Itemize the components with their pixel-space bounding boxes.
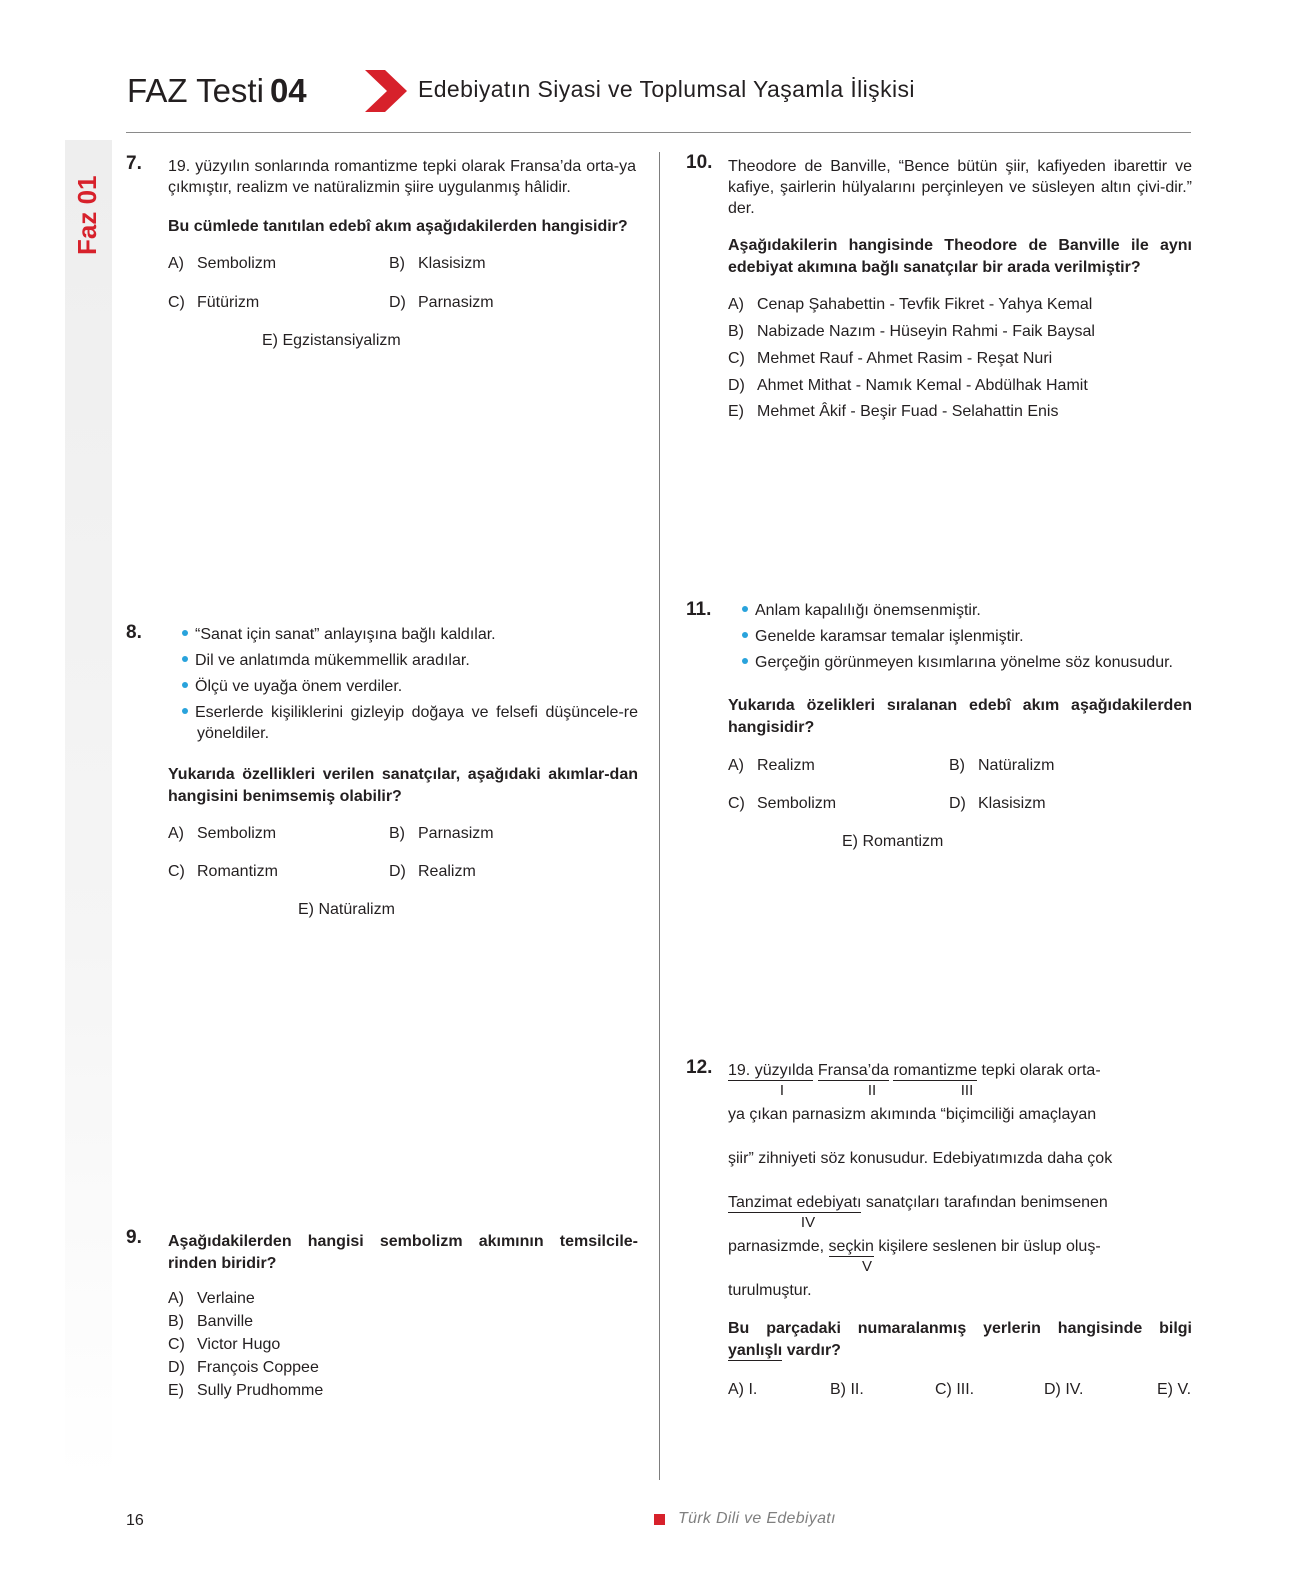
bullet-icon: [182, 682, 188, 688]
question-12-option-d[interactable]: D) IV.: [1044, 1381, 1084, 1398]
question-12-number: 12.: [686, 1057, 713, 1078]
bullet-item: Gerçeğin görünmeyen kısımlarına yönelme söz konusudur.: [742, 652, 1198, 673]
question-9-number: 9.: [126, 1227, 142, 1248]
question-8-option-d[interactable]: D) Realizm: [389, 863, 476, 880]
question-10-number: 10.: [686, 152, 713, 173]
question-12-option-b[interactable]: B) II.: [830, 1381, 864, 1398]
question-11-prompt: Yukarıda özelikleri sıralanan edebî akım aşağıdakilerden hangisidir?: [728, 697, 1192, 736]
bullet-icon: [742, 632, 748, 638]
question-7-option-b[interactable]: B) Klasisizm: [389, 255, 486, 272]
question-12-prompt-line-1: Bu parçadaki numaralanmış yerlerin hangisinde bilgi: [728, 1320, 1192, 1337]
question-7-option-e[interactable]: E) Egzistansiyalizm: [262, 332, 401, 349]
question-8-bullets: [182, 624, 638, 744]
side-strip: [65, 140, 112, 1480]
header-divider: [126, 132, 1191, 133]
marker-v: V: [861, 1258, 872, 1275]
marker-ii: II: [867, 1082, 877, 1099]
question-9-options: [168, 1290, 323, 1400]
test-number: 04: [269, 72, 307, 109]
question-7-number: 7.: [126, 153, 142, 174]
bullet-icon: [182, 630, 188, 636]
question-12-option-e[interactable]: E) V.: [1157, 1381, 1192, 1398]
question-9-option-b[interactable]: B) Banville: [168, 1313, 254, 1330]
question-10-option-d[interactable]: D) Ahmet Mithat - Namık Kemal - Abdülhak Hamit: [728, 377, 1088, 394]
question-8-prompt: Yukarıda özellikleri verilen sanatçılar, aşağıdaki akımlar-dan hangisini benimsemiş olabilir?: [168, 766, 638, 805]
question-9-option-e[interactable]: E) Sully Prudhomme: [168, 1382, 324, 1399]
question-8-option-e[interactable]: E) Natüralizm: [298, 901, 395, 918]
square-icon: [654, 1514, 665, 1525]
question-7-option-c[interactable]: C) Fütürizm: [168, 294, 260, 311]
question-10-option-e[interactable]: E) Mehmet Âkif - Beşir Fuad - Selahattin Enis: [728, 403, 1059, 420]
question-12-line-3: şiir” zihniyeti söz konusudur. Edebiyatımızda daha çok: [728, 1150, 1113, 1167]
bullet-item: Anlam kapalılığı önemsenmiştir.: [742, 600, 1198, 621]
question-10-text: Theodore de Banville, “Bence bütün şiir, kafiyeden ibarettir ve kafiye, şairlerin hülyalarını perçinleyen ve süsleyen altın çivi-dir.” der.: [728, 158, 1192, 217]
underlined-phrase-2: Fransa’da: [817, 1062, 889, 1079]
question-10-prompt: Aşağıdakilerin hangisinde Theodore de Banville ile aynı edebiyat akımına bağlı sanatçılar bir arada verilmiştir?: [728, 237, 1192, 276]
question-9-prompt: Aşağıdakilerden hangisi sembolizm akımının temsilcile-rinden biridir?: [168, 1233, 638, 1272]
question-11-option-c[interactable]: C) Sembolizm: [728, 795, 837, 812]
question-7-text: 19. yüzyılın sonlarında romantizme tepki olarak Fransa’da orta-ya çıkmıştır, realizm ve natüralizmin şiire uygulanmış hâlidir.: [168, 158, 636, 196]
marker-i: I: [779, 1082, 785, 1099]
question-12-line-4: Tanzimat edebiyatı sanatçıları tarafından benimsenen: [728, 1194, 1108, 1211]
question-10-option-a[interactable]: A) Cenap Şahabettin - Tevfik Fikret - Yahya Kemal: [728, 296, 1093, 313]
bullet-item: Genelde karamsar temalar işlenmiştir.: [742, 626, 1198, 647]
question-10-options: [728, 296, 1095, 421]
test-title: [127, 72, 307, 110]
underlined-phrase-3: romantizme: [893, 1062, 978, 1079]
question-11-option-e[interactable]: E) Romantizm: [842, 833, 944, 850]
question-11-number: 11.: [686, 599, 712, 620]
question-11-bullets: [742, 600, 1198, 673]
question-8-option-a[interactable]: A) Sembolizm: [168, 825, 277, 842]
question-12-line-6: turulmuştur.: [728, 1282, 812, 1299]
question-8-option-c[interactable]: C) Romantizm: [168, 863, 278, 880]
question-7-option-a[interactable]: A) Sembolizm: [168, 255, 277, 272]
column-divider: [659, 152, 660, 1480]
question-7-prompt: Bu cümlede tanıtılan edebî akım aşağıdakilerden hangisidir?: [168, 218, 628, 235]
question-9-option-a[interactable]: A) Verlaine: [168, 1290, 255, 1307]
marker-iii: III: [960, 1082, 974, 1099]
page-number: 16: [126, 1512, 144, 1529]
bullet-item: Eserlerde kişiliklerini gizleyip doğaya ve felsefi düşüncele-re yöneldiler.: [182, 702, 638, 744]
question-10-option-c[interactable]: C) Mehmet Rauf - Ahmet Rasim - Reşat Nuri: [728, 350, 1053, 367]
question-12-option-a[interactable]: A) I.: [728, 1381, 758, 1398]
question-8-option-b[interactable]: B) Parnasizm: [389, 825, 494, 842]
underlined-phrase-1: 19. yüzyılda: [728, 1062, 814, 1079]
question-9-option-d[interactable]: D) François Coppee: [168, 1359, 319, 1376]
bullet-icon: [742, 658, 748, 664]
test-label: FAZ Testi: [127, 72, 264, 109]
question-11-option-d[interactable]: D) Klasisizm: [949, 795, 1046, 812]
bullet-icon: [742, 606, 748, 612]
bullet-item: Ölçü ve uyağa önem verdiler.: [182, 676, 638, 697]
bullet-icon: [182, 708, 188, 714]
svg-text:Faz 01: Faz 01: [72, 175, 102, 255]
question-7-option-d[interactable]: D) Parnasizm: [389, 294, 494, 311]
book-title: Türk Dili ve Edebiyatı: [678, 1510, 836, 1527]
bullet-item: Dil ve anlatımda mükemmellik aradılar.: [182, 650, 638, 671]
test-subtitle: Edebiyatın Siyasi ve Toplumsal Yaşamla İlişkisi: [418, 76, 915, 102]
question-12-line-2: ya çıkan parnasizm akımında “biçimciliği amaçlayan: [728, 1106, 1097, 1123]
underlined-phrase-5: seçkin: [828, 1238, 874, 1255]
bullet-icon: [182, 656, 188, 662]
question-12-line-5: parnasizmde, seçkin kişilere seslenen bir üslup oluş-: [728, 1238, 1101, 1255]
question-12-option-c[interactable]: C) III.: [935, 1381, 975, 1398]
question-11-option-a[interactable]: A) Realizm: [728, 757, 815, 774]
question-9-option-c[interactable]: C) Victor Hugo: [168, 1336, 281, 1353]
marker-iv: IV: [800, 1214, 816, 1231]
underlined-word: yanlışlı: [728, 1342, 783, 1359]
question-12-line-1: 19. yüzyılda Fransa’da romantizme tepki olarak orta-: [728, 1062, 1101, 1079]
side-label: [66, 155, 110, 260]
bullet-item: “Sanat için sanat” anlayışına bağlı kaldılar.: [182, 624, 638, 645]
question-11-option-b[interactable]: B) Natüralizm: [949, 757, 1055, 774]
question-8-number: 8.: [126, 622, 142, 643]
chevron-right-icon: [365, 68, 411, 114]
question-12-prompt-line-2: yanlışlı vardır?: [728, 1342, 841, 1359]
underlined-phrase-4: Tanzimat edebiyatı: [728, 1194, 862, 1211]
question-10-option-b[interactable]: B) Nabizade Nazım - Hüseyin Rahmi - Faik Baysal: [728, 323, 1095, 340]
